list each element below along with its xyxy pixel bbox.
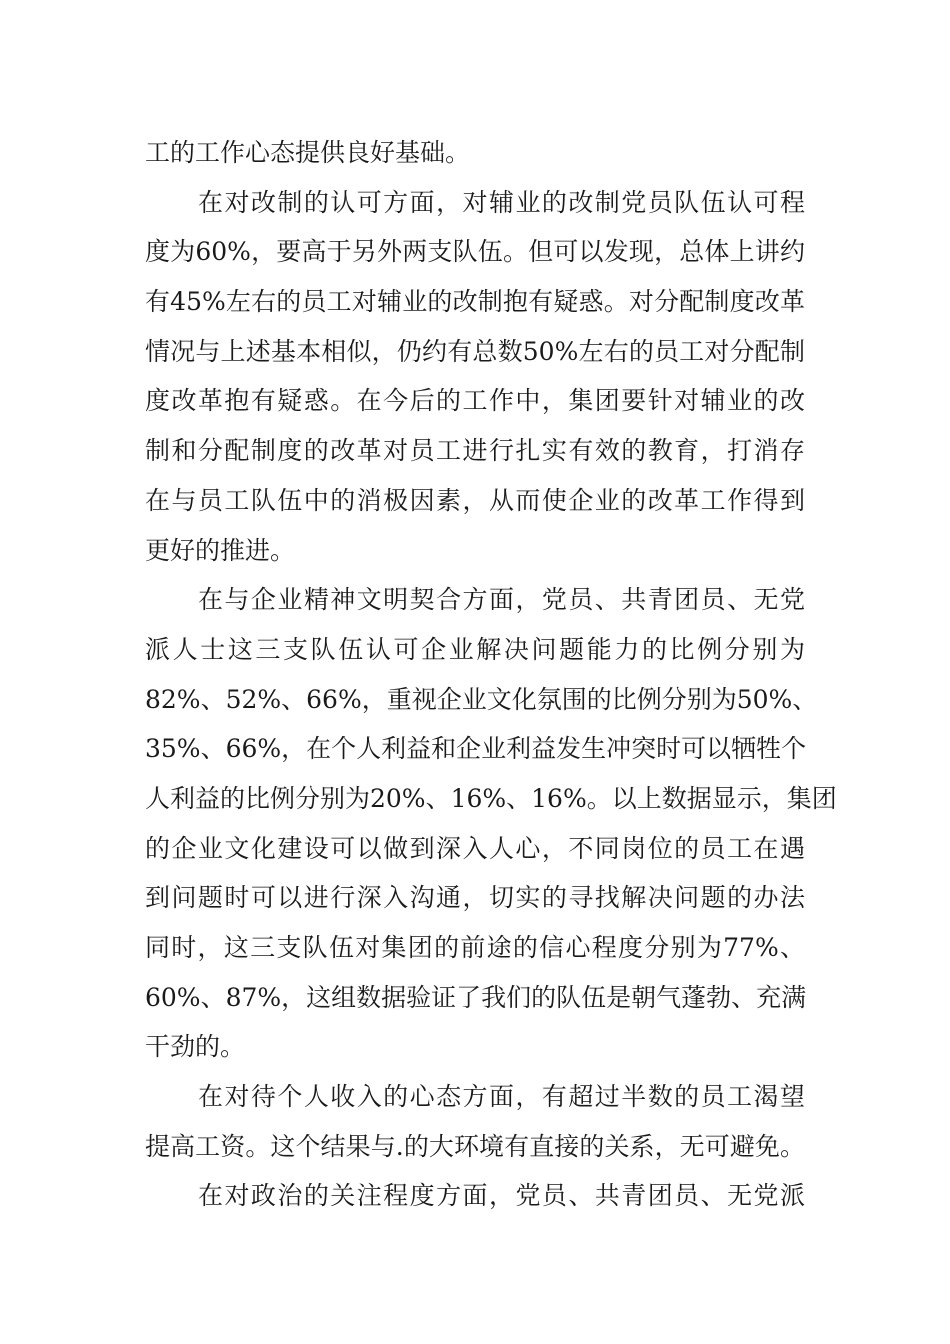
text-line: 的企业文化建设可以做到深入人心，不同岗位的员工在遇 [145, 833, 805, 863]
text-line: 度为60%，要高于另外两支队伍。但可以发现，总体上讲约 [145, 237, 805, 267]
body-text [145, 128, 837, 1221]
text-line: 制和分配制度的改革对员工进行扎实有效的教育，打消存 [145, 436, 805, 466]
text-line: 在与员工队伍中的消极因素，从而使企业的改革工作得到 [145, 485, 805, 515]
text-line: 有45%左右的员工对辅业的改制抱有疑惑。对分配制度改革 [145, 287, 805, 317]
text-line: 度改革抱有疑惑。在今后的工作中，集团要针对辅业的改 [145, 386, 805, 416]
text-line: 同时，这三支队伍对集团的前途的信心程度分别为77%、 [145, 933, 805, 962]
paragraph-first-line: 在对政治的关注程度方面，党员、共青团员、无党派 [198, 1181, 805, 1211]
text-line: 工的工作心态提供良好基础。 [145, 138, 471, 167]
text-line: 60%、87%，这组数据验证了我们的队伍是朝气蓬勃、充满 [145, 982, 807, 1012]
text-line: 82%、52%、66%，重视企业文化氛围的比例分别为50%、 [145, 684, 818, 714]
text-line: 干劲的。 [145, 1032, 246, 1062]
text-line: 35%、66%，在个人利益和企业利益发生冲突时可以牺牲个 [145, 734, 807, 764]
paragraph-first-line: 在与企业精神文明契合方面，党员、共青团员、无党 [198, 585, 805, 615]
text-line: 派人士这三支队伍认可企业解决问题能力的比例分别为 [145, 634, 805, 664]
text-line: 到问题时可以进行深入沟通，切实的寻找解决问题的办法 [145, 883, 805, 913]
paragraph-first-line: 在对改制的认可方面，对辅业的改制党员队伍认可程 [198, 187, 805, 217]
text-line: 情况与上述基本相似，仍约有总数50%左右的员工对分配制 [145, 336, 805, 366]
paragraph-first-line: 在对待个人收入的心态方面，有超过半数的员工渴望 [198, 1082, 805, 1112]
text-line: 更好的推进。 [145, 535, 296, 565]
text-line: 人利益的比例分别为20%、16%、16%。以上数据显示，集团 [145, 783, 837, 813]
text-line: 提高工资。这个结果与.的大环境有直接的关系，无可避免。 [145, 1131, 805, 1161]
